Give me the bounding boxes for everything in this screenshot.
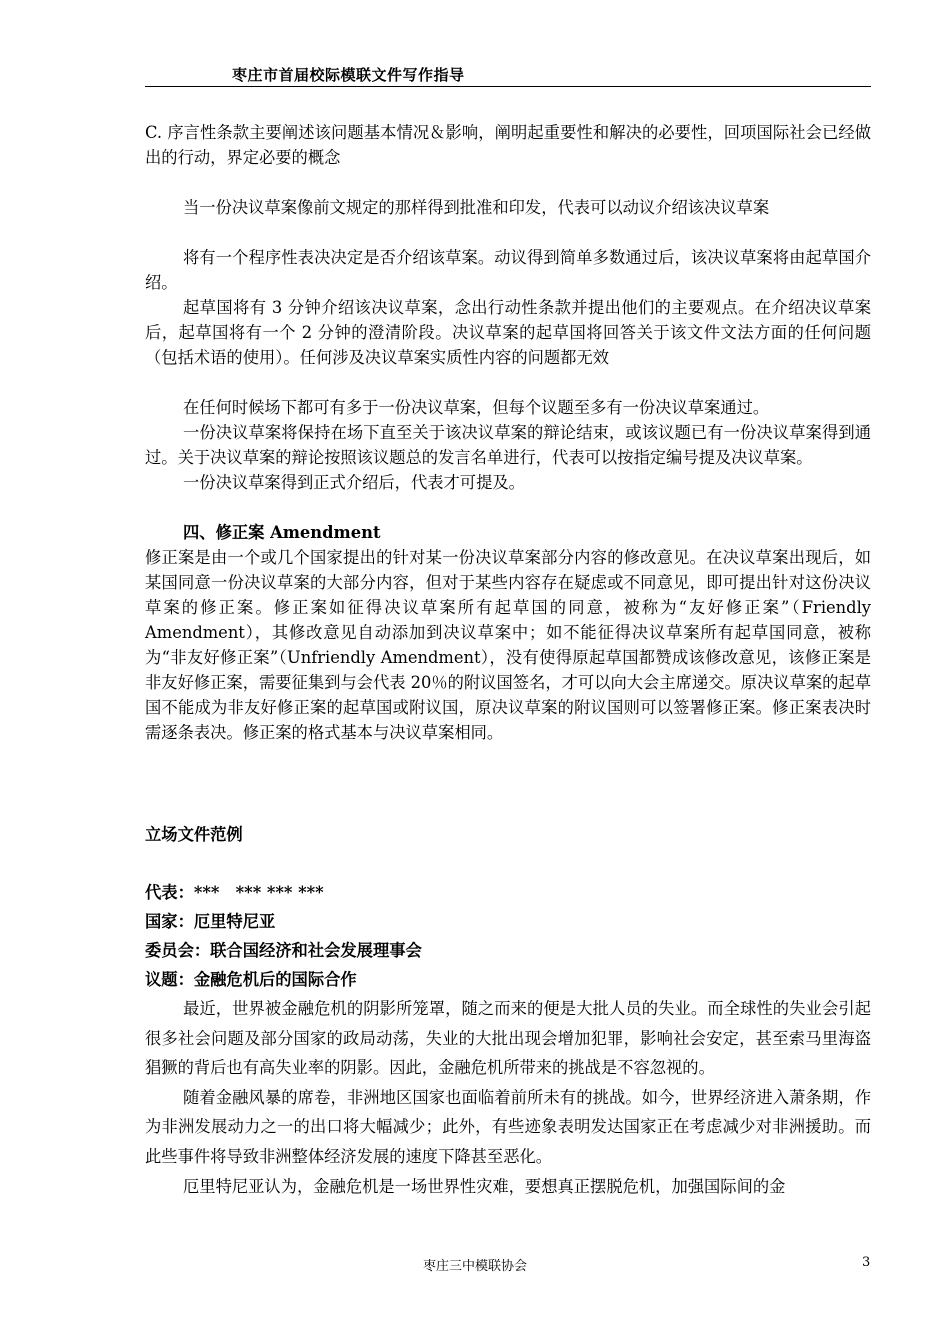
section-heading-amendment: 四、修正案 Amendment [183, 523, 381, 542]
document-body [145, 120, 871, 745]
paragraph-sponsor-introduction: 起草国将有 3 分钟介绍该决议草案，念出行动性条款并提出他们的主要观点。在介绍决议草案后，起草国将有一个 2 分钟的澄清阶段。决议草案的起草国将回答关于该文件文法方面的任何问题（包括术语的使用）。任何涉及决议草案实质性内容的问题都无效 [145, 298, 871, 367]
spacer [145, 170, 871, 195]
spacer [145, 220, 871, 245]
sample-topic: 议题：金融危机后的国际合作 [145, 970, 357, 989]
paragraph-multiple-drafts: 在任何时候场下都可有多于一份决议草案，但每个议题至多有一份决议草案通过。 [183, 398, 770, 417]
sample-representative: 代表：*** *** *** *** [145, 883, 324, 902]
header-divider [145, 86, 871, 87]
footer-organization: 枣庄三中模联协会 [422, 1259, 527, 1274]
sample-country: 国家：厄里特尼亚 [145, 912, 276, 931]
sample-paragraph-3: 厄里特尼亚认为，金融危机是一场世界性灾难，要想真正摆脱危机，加强国际间的金 [183, 1176, 786, 1196]
paragraph-preamble: C. 序言性条款主要阐述该问题基本情况＆影响，阐明起重要性和解决的必要性，回项国际社会已经做出的行动，界定必要的概念 [145, 123, 871, 167]
spacer [145, 850, 871, 878]
spacer [145, 370, 871, 395]
sample-title: 立场文件范例 [145, 825, 243, 844]
paragraph-amendment: 修正案是由一个或几个国家提出的针对某一份决议草案部分内容的修改意见。在决议草案出现后，如某国同意一份决议草案的大部分内容，但对于某些内容存在疑虑或不同意见，即可提出针对这份决议草案的修正案。修正案如征得决议草案所有起草国的同意，被称为“友好修正案”（Friendly Amendment），其修改意见自动添加到决议草案中；如不能征得决议草案所有起草国同意，被称为“非友好修正案”（Unfriendly Amendment），没有使得原起草国都赞成该修改意见，该修正案是非友好修正案，需要征集到与会代表 20％的附议国签名，才可以向大会主席递交。原决议草案的起草国不能成为非友好修正案的起草国或附议国，原决议草案的附议国则可以签署修正案。修正案表决时需逐条表决。修正案的格式基本与决议草案相同。 [145, 548, 871, 742]
paragraph-introduce-motion: 当一份决议草案像前文规定的那样得到批准和印发，代表可以动议介绍该决议草案 [183, 198, 770, 217]
paragraph-draft-remains: 一份决议草案将保持在场下直至关于该决议草案的辩论结束，或该议题已有一份决议草案得到通过。关于决议草案的辩论按照该议题总的发言名单进行，代表可以按指定编号提及决议草案。 [145, 423, 871, 467]
paragraph-procedural-vote: 将有一个程序性表决决定是否介绍该草案。动议得到简单多数通过后，该决议草案将由起草国介绍。 [145, 248, 871, 292]
paragraph-formal-introduction: 一份决议草案得到正式介绍后，代表才可提及。 [183, 473, 525, 492]
sample-paragraph-1: 最近，世界被金融危机的阴影所笼罩，随之而来的便是大批人员的失业。而全球性的失业会引起很多社会问题及部分国家的政局动荡，失业的大批出现会增加犯罪，影响社会安定，甚至索马里海盗猖獗的背后也有高失业率的阴影。因此，金融危机所带来的挑战是不容忽视的。 [145, 999, 871, 1078]
page-number: 3 [862, 1255, 871, 1270]
spacer [145, 495, 871, 520]
position-paper-sample [145, 820, 871, 1201]
sample-paragraph-2: 随着金融风暴的席卷，非洲地区国家也面临着前所未有的挑战。如今，世界经济进入萧条期，作为非洲发展动力之一的出口将大幅减少；此外，有些迹象表明发达国家正在考虑减少对非洲援助。而此些事件将导致非洲整体经济发展的速度下降甚至恶化。 [145, 1087, 871, 1166]
page-header-title: 枣庄市首届校际模联文件写作指导 [232, 66, 465, 84]
sample-committee: 委员会：联合国经济和社会发展理事会 [145, 941, 422, 960]
